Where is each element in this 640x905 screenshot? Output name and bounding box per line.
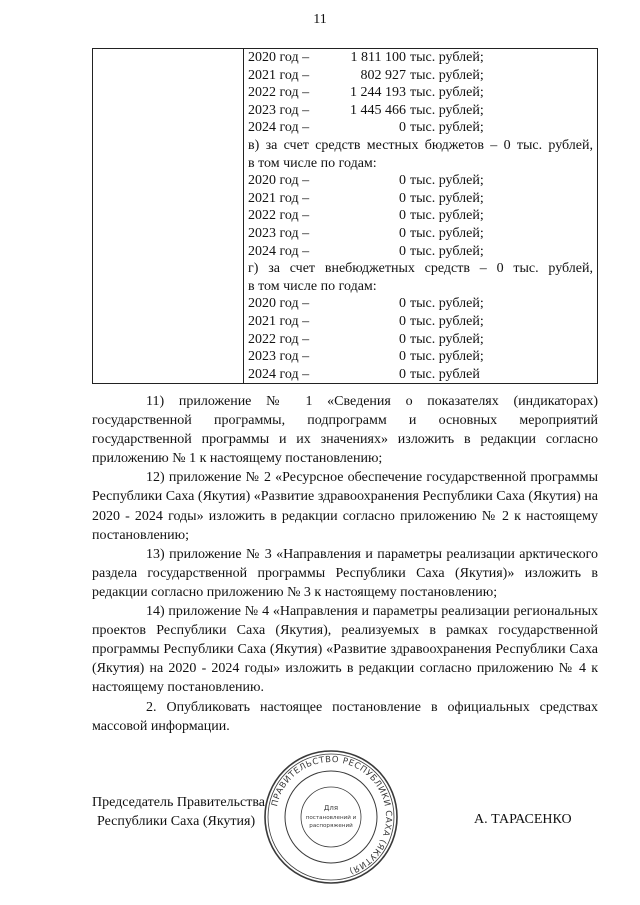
- table-row: 2021 год – 0 тыс. рублей;: [248, 313, 484, 329]
- table-row: 2024 год – 0 тыс. рублей;: [248, 120, 484, 136]
- extra-budget-subheading: в том числе по годам:: [248, 278, 377, 294]
- table-row: 2023 год – 1 445 466 тыс. рублей;: [248, 102, 484, 118]
- table-row: 2020 год – 1 811 100 тыс. рублей;: [248, 50, 484, 65]
- paragraph-item-13: 13) приложение № 3 «Направления и параметры реализации арктического раздела государственной программы Республики Саха (Якутия)» изложить в редакции согласно приложению № 3 к настоящему постановлению;: [92, 546, 598, 600]
- table-row: 2023 год – 0 тыс. рублей;: [248, 225, 484, 241]
- page-number: 11: [313, 12, 327, 27]
- signatory-name: А. ТАРАСЕНКО: [474, 812, 572, 827]
- seal-center-line3: распоряжений: [309, 823, 353, 829]
- document-body: [92, 392, 598, 736]
- table-row: 2022 год – 0 тыс. рублей;: [248, 331, 484, 347]
- official-seal-icon: [262, 748, 400, 886]
- paragraph-publish: 2. Опубликовать настоящее постановление в официальных средствах массовой информации.: [92, 699, 598, 734]
- paragraph-item-11: 11) приложение № 1 «Сведения о показателях (индикаторах) государственной программы, подпрограмм и основных мероприятий государственной программы и их значениях» изложить в редакции согласно приложению № 1 к настоящему постановлению;: [92, 394, 598, 467]
- table-row: 2021 год – 802 927 тыс. рублей;: [248, 67, 484, 83]
- local-budget-subheading: в том числе по годам:: [248, 155, 377, 171]
- extra-budget-heading: г) за счет внебюджетных средств – 0 тыс. рублей,: [248, 261, 593, 277]
- local-budget-heading: в) за счет средств местных бюджетов – 0 тыс. рублей,: [248, 137, 593, 153]
- table-row: 2020 год – 0 тыс. рублей;: [248, 173, 484, 189]
- budget-table: [92, 48, 598, 384]
- table-row: 2020 год – 0 тыс. рублей;: [248, 296, 484, 312]
- signatory-title: [92, 793, 265, 831]
- table-row: 2022 год – 1 244 193 тыс. рублей;: [248, 85, 484, 101]
- table-row: 2022 год – 0 тыс. рублей;: [248, 208, 484, 224]
- table-row: 2024 год – 0 тыс. рублей;: [248, 243, 484, 259]
- table-row: 2024 год – 0 тыс. рублей: [248, 366, 480, 382]
- signatory-title-line2: Республики Саха (Якутия): [97, 814, 256, 829]
- table-row: 2023 год – 0 тыс. рублей;: [248, 349, 484, 365]
- table-row: 2021 год – 0 тыс. рублей;: [248, 190, 484, 206]
- seal-ring-text: ПРАВИТЕЛЬСТВО РЕСПУБЛИКИ САХА (ЯКУТИЯ): [270, 754, 394, 876]
- seal-center-line2: постановлений и: [305, 815, 357, 821]
- table-left-cell: [93, 49, 244, 384]
- paragraph-item-12: 12) приложение № 2 «Ресурсное обеспечение государственной программы Республики Саха (Якутия) «Развитие здравоохранения Республики Саха (Якутия) на 2020 - 2024 годы» изложить в редакции согласно приложению № 2 к настоящему постановлению;: [92, 470, 598, 543]
- table-right-cell: [244, 49, 598, 384]
- paragraph-item-14: 14) приложение № 4 «Направления и параметры реализации региональных проектов Республики Саха (Якутия), реализуемых в рамках государственной программы Республики Саха (Якутия) «Развитие здравоохранения Республики Саха (Якутия) на 2020 - 2024 годы» изложить в редакции согласно приложению № 4 к настоящему постановлению.: [92, 604, 598, 696]
- seal-center-line1: Для: [323, 804, 339, 812]
- signatory-title-line1: Председатель Правительства: [92, 795, 265, 810]
